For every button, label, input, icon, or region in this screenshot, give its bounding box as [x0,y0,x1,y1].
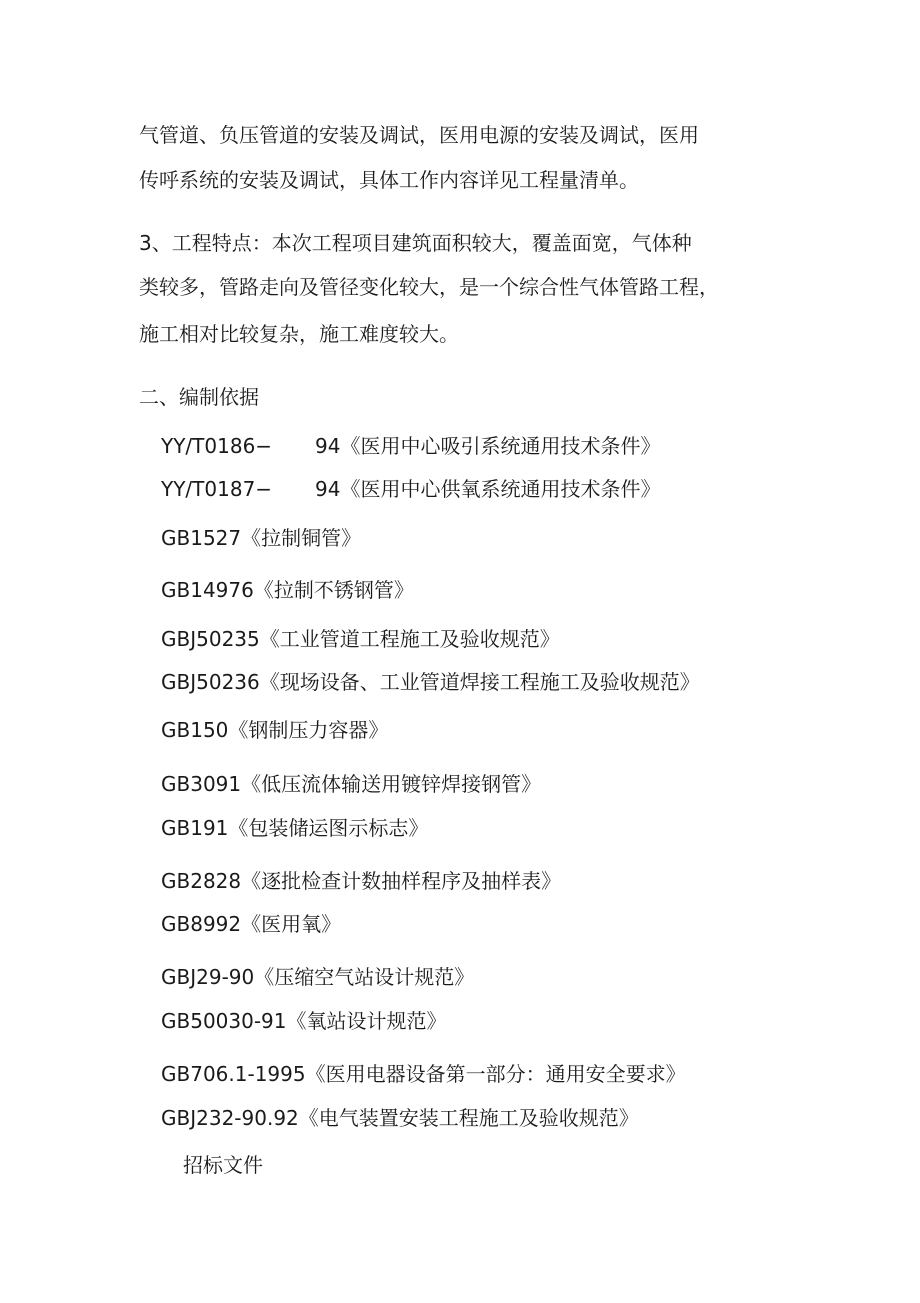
reference-title: 《钢制压力容器》 [228,718,389,742]
reference-item [161,668,700,696]
reference-title: 《医用电器设备第一部分：通用安全要求》 [305,1062,686,1086]
reference-title: 《现场设备、工业管道焊接工程施工及验收规范》 [259,670,700,694]
reference-title: 94《医用中心吸引系统通用技术条件》 [315,434,661,458]
reference-code: GBJ50235 [161,627,260,651]
reference-code: GB706.1-1995 [161,1062,306,1086]
reference-code: GB8992 [161,912,242,936]
reference-item [161,1060,686,1088]
reference-item [161,867,561,895]
reference-title: 94《医用中心供氧系统通用技术条件》 [315,477,661,501]
reference-item [161,963,474,991]
reference-title: 《医用氧》 [241,912,342,936]
reference-code: GB14976 [161,578,254,602]
reference-title: 《逐批检查计数抽样程序及抽样表》 [241,869,562,893]
reference-code: YY/T0187− [161,477,273,501]
reference-item [161,576,414,604]
reference-item [161,1007,447,1035]
reference-code: GBJ29-90 [161,965,255,989]
reference-code: GB1527 [161,526,242,550]
reference-item [161,475,660,503]
reference-title: 《氧站设计规范》 [286,1009,447,1033]
features-line-2: 类较多，管路走向及管径变化较大，是一个综合性气体管路工程， [139,275,719,299]
reference-title: 《工业管道工程施工及验收规范》 [259,627,560,651]
reference-code: GBJ50236 [161,670,260,694]
reference-code: YY/T0186− [161,434,273,458]
reference-item [161,716,388,744]
reference-title: 《包装储运图示标志》 [228,816,429,840]
reference-item [161,625,560,653]
tender-documents: 招标文件 [183,1153,263,1177]
reference-title: 《拉制不锈钢管》 [253,578,414,602]
features-line-3: 施工相对比较复杂，施工难度较大。 [139,322,459,346]
reference-code: GB150 [161,718,229,742]
reference-code: GB3091 [161,772,242,796]
reference-title: 《压缩空气站设计规范》 [254,965,475,989]
reference-item [161,432,660,460]
reference-code: GB191 [161,816,229,840]
reference-code: GB50030-91 [161,1009,287,1033]
reference-title: 《低压流体输送用镀锌焊接钢管》 [241,772,542,796]
reference-code: GBJ232-90.92 [161,1106,299,1130]
section-heading: 二、编制依据 [139,385,259,409]
reference-item [161,910,341,938]
reference-title: 《电气装置安装工程施工及验收规范》 [298,1106,639,1130]
reference-item [161,524,361,552]
intro-line-2: 传呼系统的安装及调试，具体工作内容详见工程量清单。 [139,168,639,192]
reference-title: 《拉制铜管》 [241,526,362,550]
reference-item [161,1104,639,1132]
reference-code: GB2828 [161,869,242,893]
reference-item [161,770,541,798]
reference-item [161,814,428,842]
features-line-1: 3、工程特点：本次工程项目建筑面积较大，覆盖面宽，气体种 [139,231,692,255]
intro-line-1: 气管道、负压管道的安装及调试，医用电源的安装及调试，医用 [139,123,699,147]
